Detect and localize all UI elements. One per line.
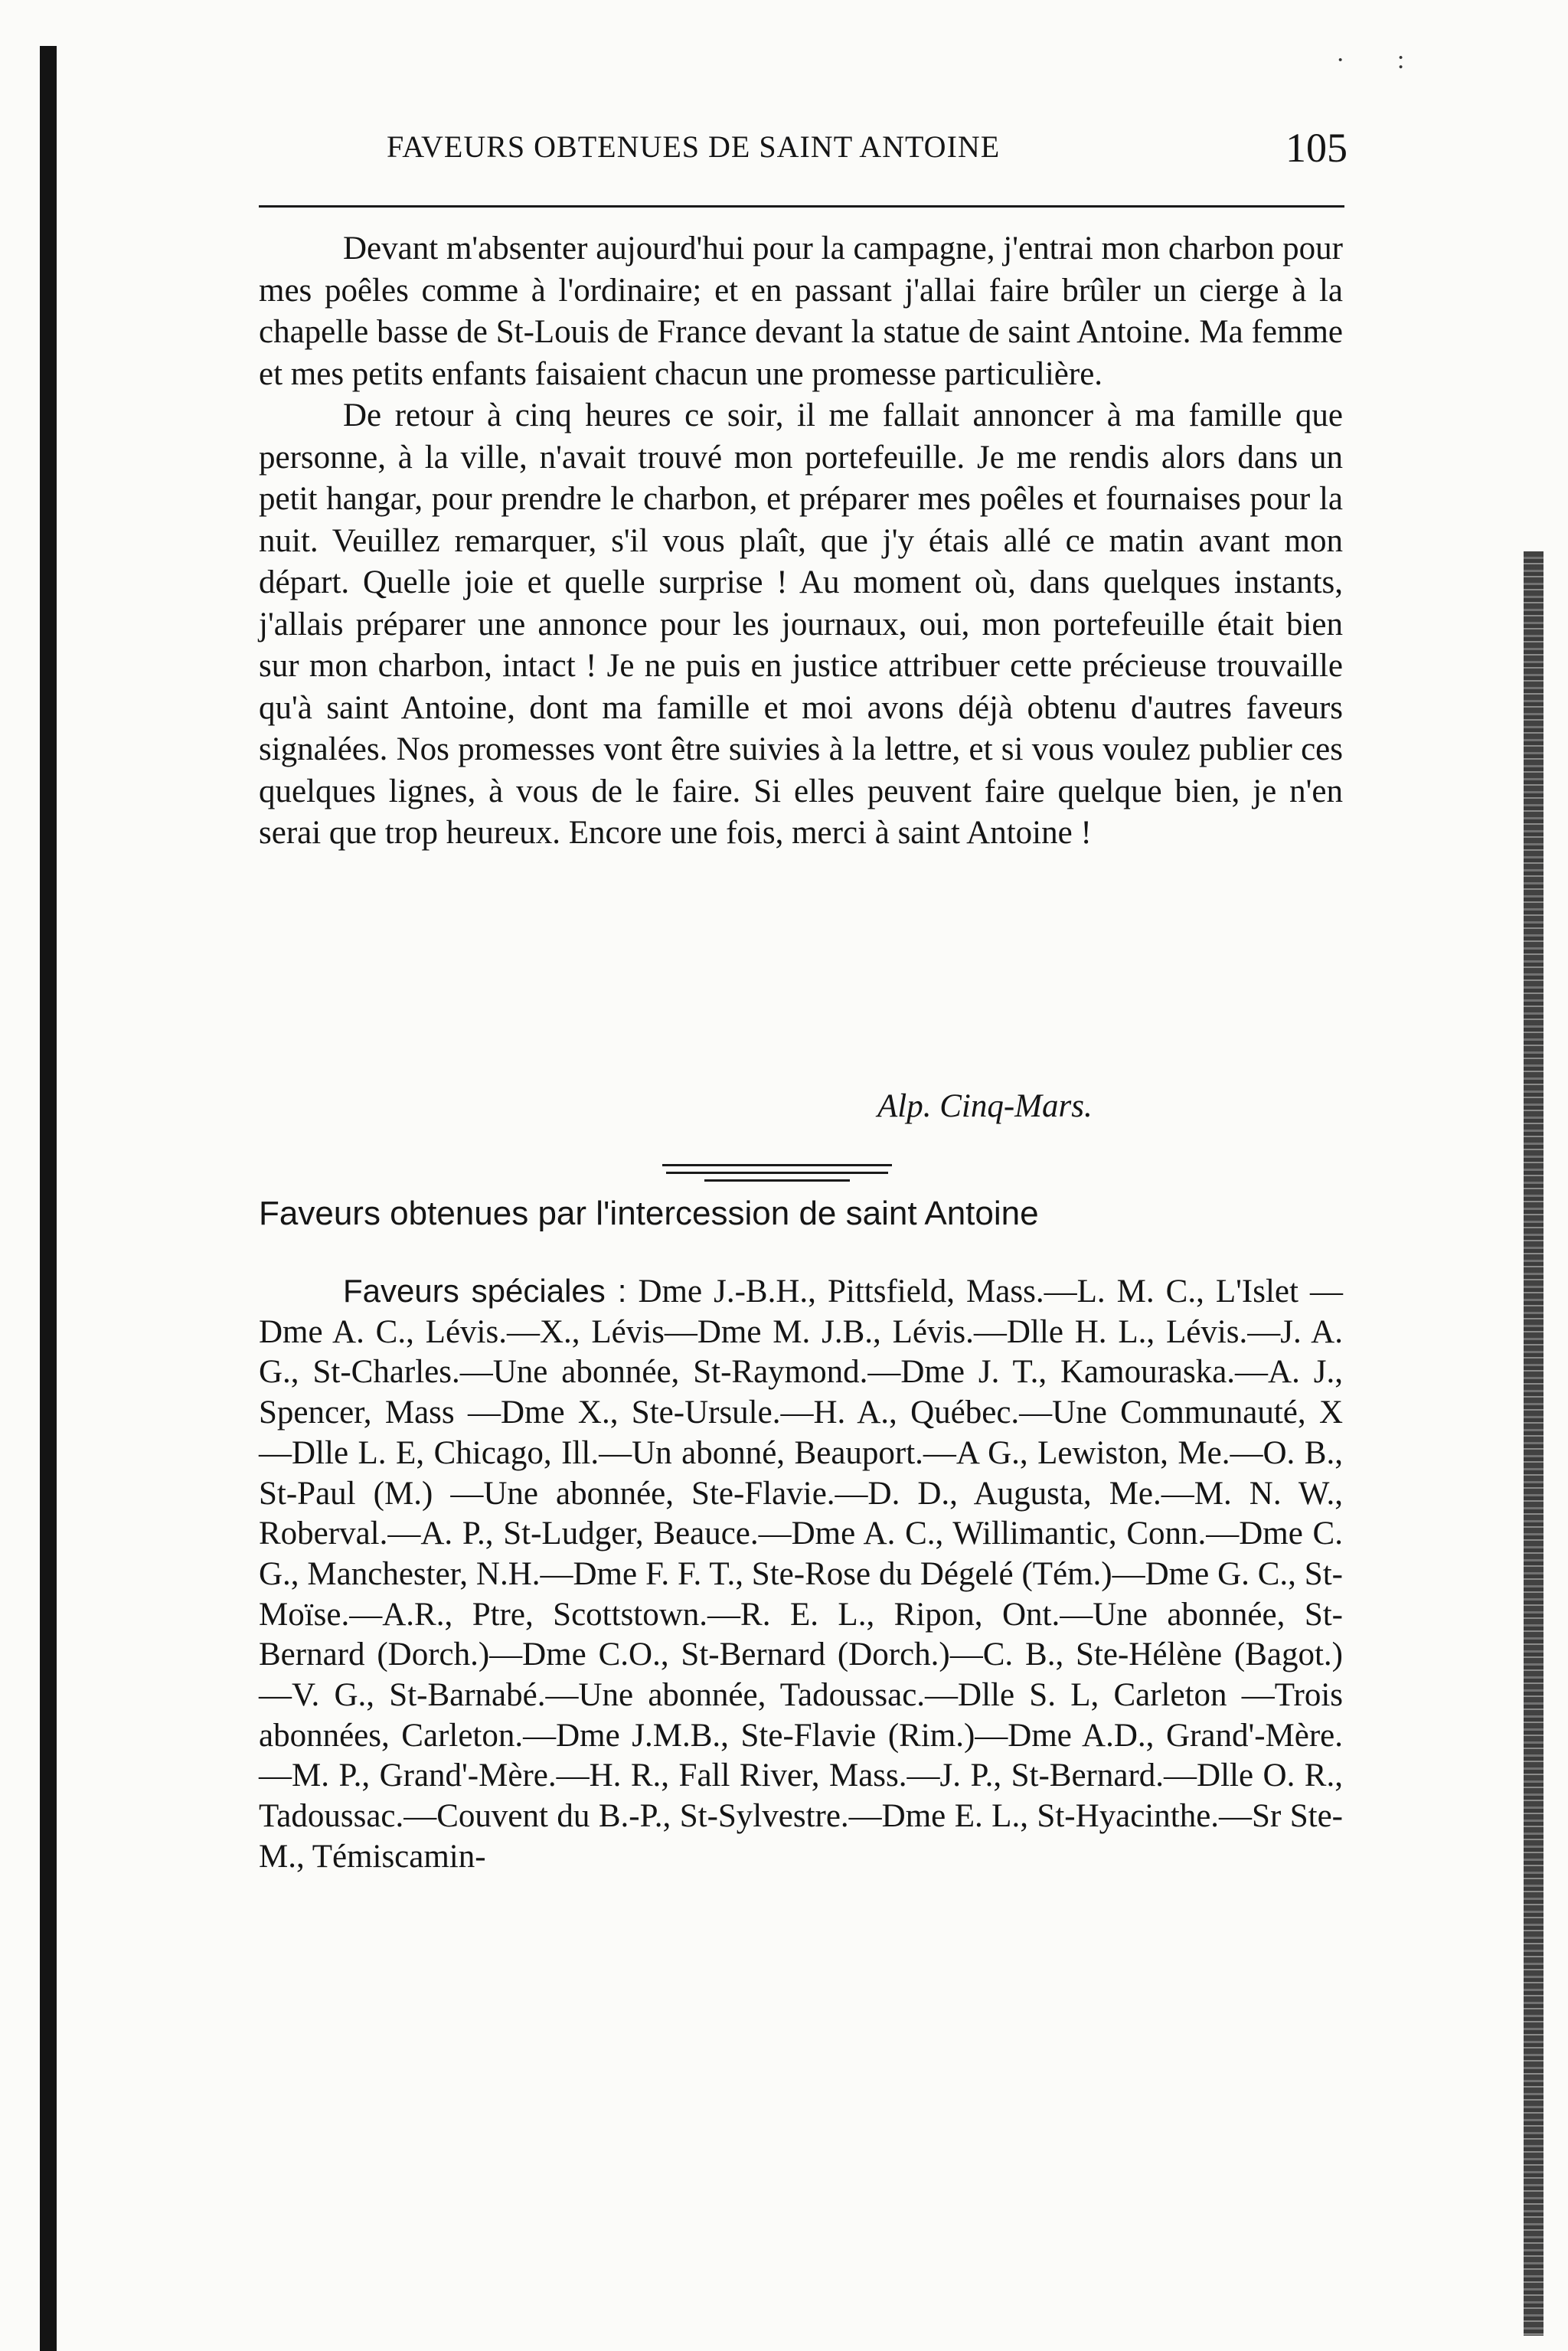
letter-signature: Alp. Cinq-Mars.	[877, 1088, 1093, 1124]
scan-margin-left	[40, 46, 57, 2351]
page-number: 105	[1285, 125, 1348, 171]
scan-speckles: · :	[1336, 46, 1428, 74]
running-head-title: FAVEURS OBTENUES DE SAINT ANTOINE	[387, 129, 1001, 164]
section-divider	[662, 1164, 892, 1166]
favours-label: Faveurs spéciales :	[343, 1273, 627, 1309]
section-divider	[704, 1179, 850, 1182]
running-head	[260, 125, 1348, 175]
favours-list	[259, 1271, 1343, 1878]
section-divider	[666, 1172, 888, 1174]
letter-body	[259, 228, 1343, 855]
scan-margin-right	[1524, 551, 1544, 2336]
section-title: Faveurs obtenues par l'intercession de saint Antoine	[259, 1195, 1039, 1232]
letter-paragraph: Devant m'absenter aujourd'hui pour la campagne, j'entrai mon charbon pour mes poêles comme à l'ordinaire; et en passant j'allai faire brûler un cierge à la chapelle basse de St-Louis de France devant la statue de saint Antoine. Ma femme et mes petits enfants faisaient chacun une promesse particulière.	[259, 231, 1343, 392]
header-rule	[259, 205, 1344, 208]
letter-paragraph: De retour à cinq heures ce soir, il me fallait annoncer à ma famille que personne, à la ville, n'avait trouvé mon portefeuille. Je me rendis alors dans un petit hangar, pour prendre le charbon, et préparer mes poêles et fournaises pour la nuit. Veuillez remarquer, s'il vous plaît, que j'y étais allé ce matin avant mon départ. Quelle joie et quelle surprise ! Au moment où, dans quelques instants, j'allais préparer une annonce pour les journaux, oui, mon portefeuille était bien sur mon charbon, intact ! Je ne puis en justice attribuer cette précieuse trouvaille qu'à saint Antoine, dont ma famille et moi avons déjà obtenu d'autres faveurs signalées. Nos promesses vont être suivies à la lettre, et si vous voulez publier ces quelques lignes, à vous de le faire. Si elles peuvent faire quelque bien, je n'en serai que trop heureux. Encore une fois, merci à saint Antoine !	[259, 397, 1343, 851]
favours-text: Dme J.-B.H., Pittsfield, Mass.—L. M. C., L'Islet —Dme A. C., Lévis.—X., Lévis—Dme M. J.B., Lévis.—Dlle H. L., Lévis.—J. A. G., St-Charles.—Une abonnée, St-Raymond.—Dme J. T., Kamouraska.—A. J., Spencer, Mass —Dme X., Ste-Ursule.—H. A., Québec.—Une Communauté, X —Dlle L. E, Chicago, Ill.—Un abonné, Beauport.—A G., Lewiston, Me.—O. B., St-Paul (M.) —Une abonnée, Ste-Flavie.—D. D., Augusta, Me.—M. N. W., Roberval.—A. P., St-Ludger, Beauce.—Dme A. C., Willimantic, Conn.—Dme C. G., Manchester, N.H.—Dme F. F. T., Ste-Rose du Dégelé (Tém.)—Dme G. C., St-Moïse.—A.R., Ptre, Scottstown.—R. E. L., Ripon, Ont.—Une abonnée, St-Bernard (Dorch.)—Dme C.O., St-Bernard (Dorch.)—C. B., Ste-Hélène (Bagot.)—V. G., St-Barnabé.—Une abonnée, Tadoussac.—Dlle S. L, Carleton —Trois abonnées, Carleton.—Dme J.M.B., Ste-Flavie (Rim.)—Dme A.D., Grand'-Mère.—M. P., Grand'-Mère.—H. R., Fall River, Mass.—J. P., St-Bernard.—Dlle O. R., Tadoussac.—Couvent du B.-P., St-Sylvestre.—Dme E. L., St-Hyacinthe.—Sr Ste-M., Témiscamin-	[259, 1274, 1343, 1875]
